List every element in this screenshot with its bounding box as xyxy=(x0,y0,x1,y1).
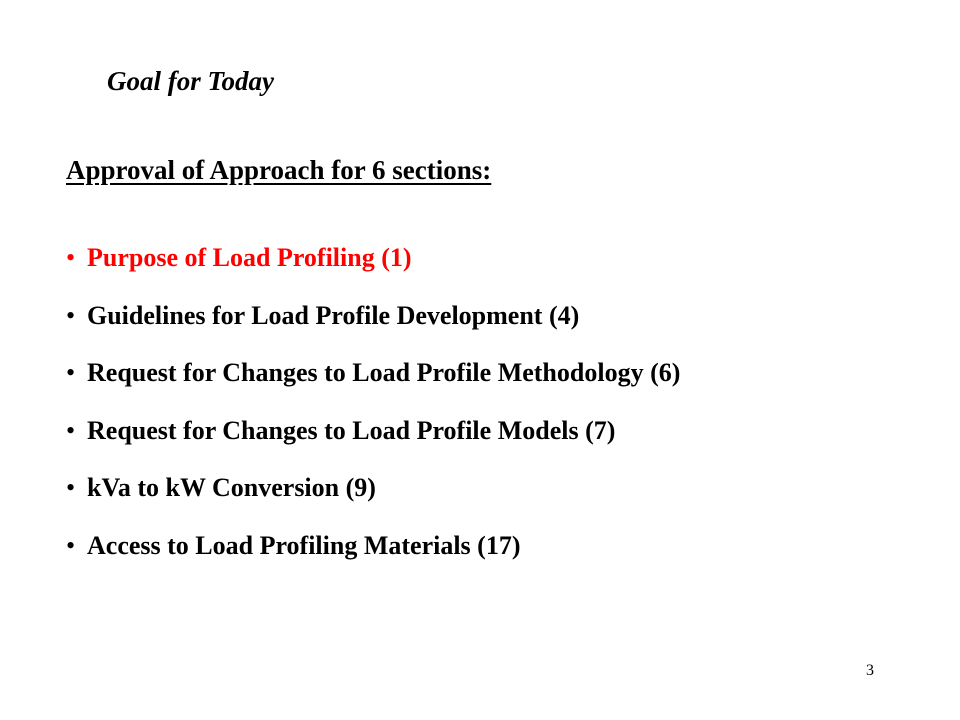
bullet-icon: • xyxy=(66,243,76,272)
bullet-text: Request for Changes to Load Profile Methodology (6) xyxy=(87,358,681,387)
bullet-icon: • xyxy=(66,415,76,445)
bullet-item-access xyxy=(66,531,680,589)
bullet-icon: • xyxy=(66,530,76,560)
bullet-item-conversion xyxy=(66,473,680,531)
bullet-text: Purpose of Load Profiling (1) xyxy=(87,243,412,272)
bullet-item-models xyxy=(66,416,680,474)
bullet-icon: • xyxy=(66,473,76,502)
bullet-text: kVa to kW Conversion (9) xyxy=(87,473,376,502)
bullet-item-guidelines xyxy=(66,301,680,359)
page-number: 3 xyxy=(866,662,874,679)
bullet-item-purpose xyxy=(66,243,680,301)
section-heading: Approval of Approach for 6 sections: xyxy=(66,155,492,185)
bullet-item-methodology xyxy=(66,358,680,416)
bullet-text: Request for Changes to Load Profile Models (7) xyxy=(87,415,616,445)
bullet-icon: • xyxy=(66,300,76,330)
slide-title: Goal for Today xyxy=(107,66,274,96)
bullet-text: Access to Load Profiling Materials (17) xyxy=(87,530,521,560)
bullet-icon: • xyxy=(66,358,76,387)
bullet-list xyxy=(66,243,680,588)
bullet-text: Guidelines for Load Profile Development (4) xyxy=(87,300,580,330)
